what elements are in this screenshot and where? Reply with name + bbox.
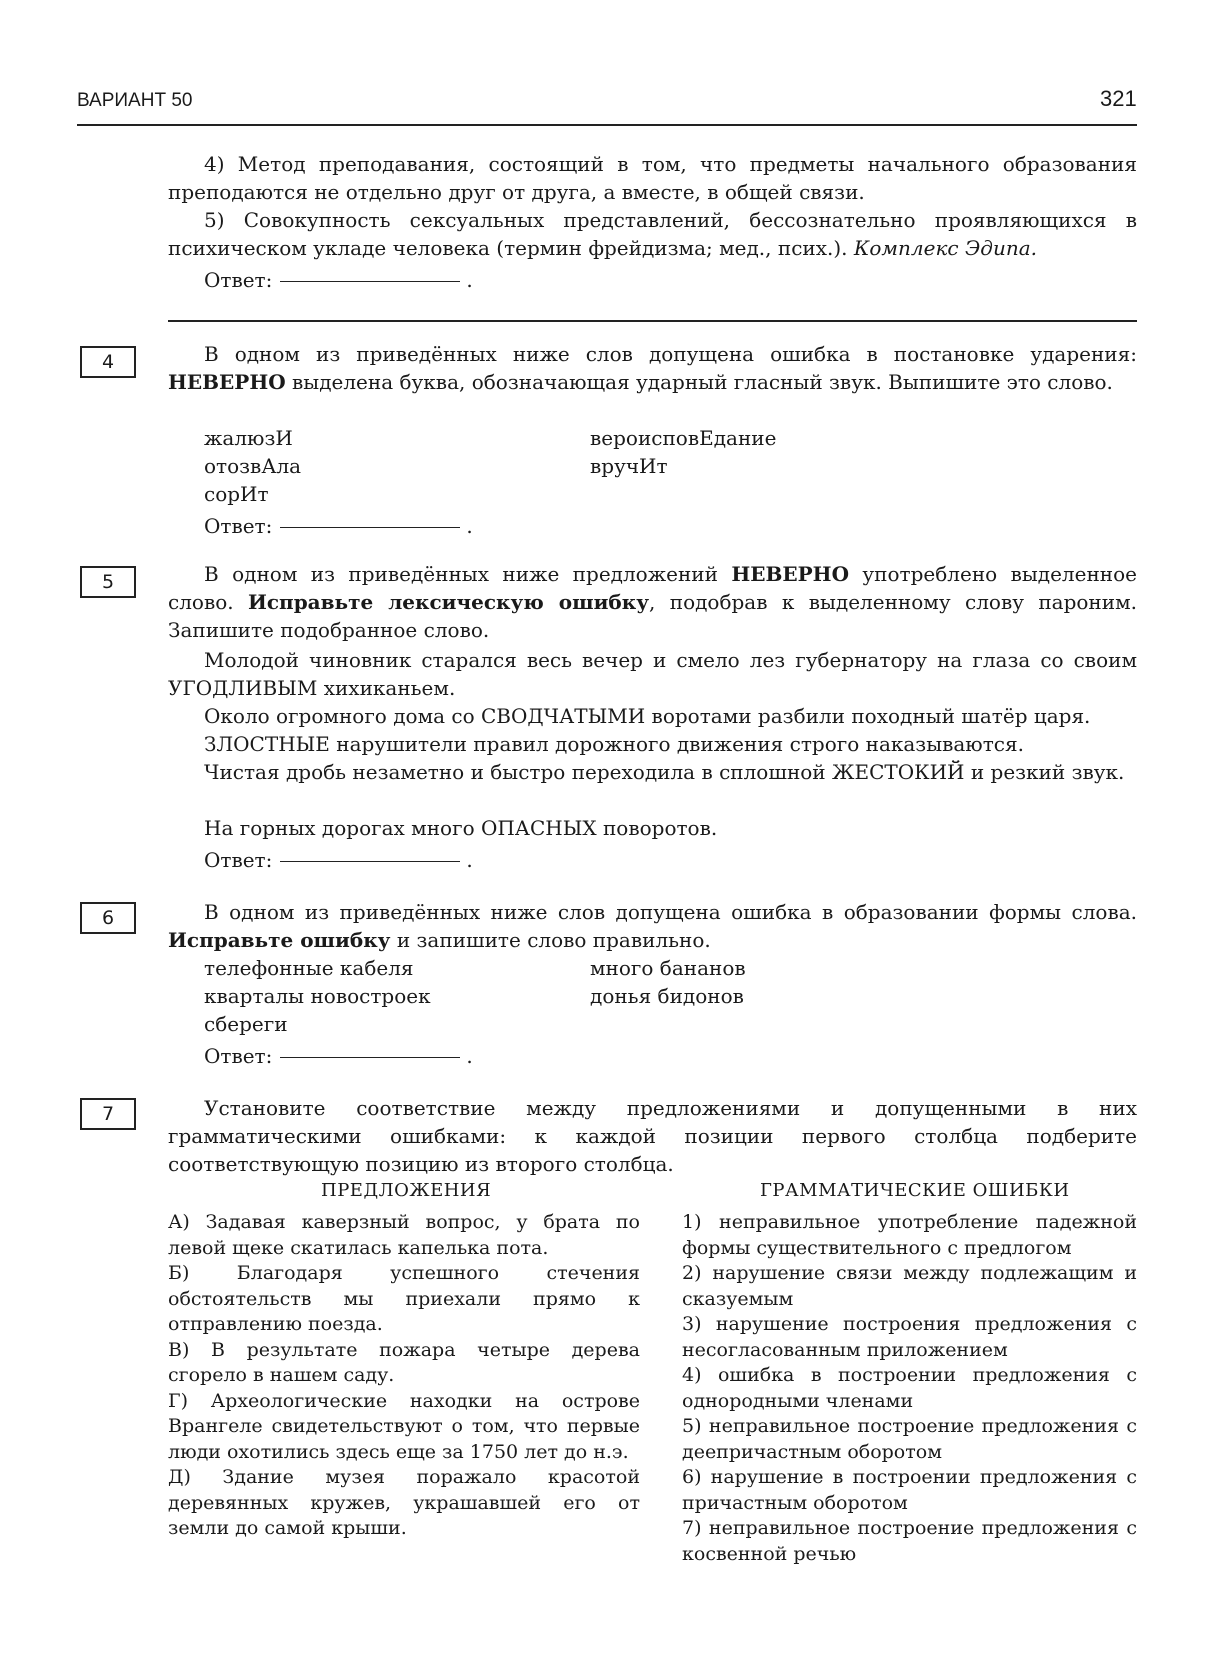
task-number-box: 6 — [80, 902, 136, 934]
answer-line[interactable] — [280, 281, 460, 282]
sentence-item: А) Задавая каверзный вопрос, у брата по левой щеке скатилась капелька пота. — [168, 1211, 640, 1259]
task5-intro: В одном из приведённых ниже предложений НЕВЕРНО употреблено выделенное слово. Исправьте лексическую ошибку, подобрав к выделенному слову пароним. Запишите подобранное слово. — [168, 562, 1138, 642]
task4-word: сорИт — [204, 482, 269, 506]
prev-item-5-term: Комплекс Эдипа. — [853, 236, 1037, 260]
sentence-item: Д) Здание музея поражало красотой деревянных кружев, украшавшей его от земли до самой крыши. — [168, 1466, 640, 1539]
error-item: 3) нарушение построения предложения с несогласованным приложением — [682, 1313, 1137, 1361]
sentence-item: В) В результате пожара четыре дерева сгорело в нашем саду. — [168, 1338, 640, 1386]
task4-word: вручИт — [590, 454, 668, 478]
task6-word: сбереги — [204, 1012, 288, 1036]
answer-task4: Ответ: . — [204, 514, 473, 538]
task-number-box: 4 — [80, 346, 136, 378]
answer-label: Ответ: — [204, 848, 273, 872]
task5-sentence: Чистая дробь незаметно и быстро переходила в сплошной ЖЕСТОКИЙ и резкий звук. — [204, 760, 1125, 784]
running-header-variant: ВАРИАНТ 50 — [77, 90, 193, 111]
task5-sentence: На горных дорогах много ОПАСНЫХ поворотов. — [204, 816, 718, 840]
task4-intro: В одном из приведённых ниже слов допущена ошибка в постановке ударения: НЕВЕРНО выделена буква, обозначающая ударный гласный звук. Выпишите это слово. — [168, 342, 1137, 394]
task6-word: донья бидонов — [590, 984, 744, 1008]
answer-prev: Ответ: . — [204, 268, 473, 292]
answer-task5: Ответ: . — [204, 848, 473, 872]
answer-line[interactable] — [280, 861, 460, 862]
prev-item-4: 4) Метод преподавания, состоящий в том, что предметы начального образования преподаются не отдельно друг от друга, а вместе, в общей связи. — [168, 152, 1137, 204]
answer-label: Ответ: — [204, 514, 273, 538]
page-number: 321 — [1100, 86, 1137, 111]
task6-word: много бананов — [590, 956, 746, 980]
answer-label: Ответ: — [204, 1044, 273, 1068]
task4-word: вероисповЕдание — [590, 426, 777, 450]
task6-word: телефонные кабеля — [204, 956, 414, 980]
errors-column — [682, 1210, 1137, 1567]
error-item: 7) неправильное построение предложения с косвенной речью — [682, 1517, 1137, 1565]
task5-sentence: Молодой чиновник старался весь вечер и смело лез губернатору на глаза со своим УГОДЛИВЫМ хихиканьем. — [168, 648, 1137, 700]
header-rule — [77, 124, 1137, 126]
task7-intro: Установите соответствие между предложениями и допущенными в них грамматическими ошибками: к каждой позиции первого столбца подберите соответствующую позицию из второго столбца. — [168, 1096, 1137, 1176]
task4-word: отозвАла — [204, 454, 302, 478]
task-number-box: 5 — [80, 566, 136, 598]
error-item: 5) неправильное построение предложения с деепричастным оборотом — [682, 1415, 1137, 1463]
error-item: 2) нарушение связи между подлежащим и сказуемым — [682, 1262, 1137, 1310]
section-rule — [168, 320, 1137, 322]
answer-task6: Ответ: . — [204, 1044, 473, 1068]
prev-item-5: 5) Совокупность сексуальных представлений, бессознательно проявляющихся в психическом укладе человека (термин фрейдизма; мед., псих.). Комплекс Эдипа. — [168, 208, 1137, 260]
task5-sentence: Около огромного дома со СВОДЧАТЫМИ воротами разбили походный шатёр царя. — [204, 704, 1091, 728]
answer-line[interactable] — [280, 1057, 460, 1058]
right-column-header: ГРАММАТИЧЕСКИЕ ОШИБКИ — [760, 1180, 1070, 1201]
sentence-item: Б) Благодаря успешного стечения обстоятельств мы приехали прямо к отправлению поезда. — [168, 1262, 640, 1335]
error-item: 1) неправильное употребление падежной формы существительного с предлогом — [682, 1211, 1137, 1259]
left-column-header: ПРЕДЛОЖЕНИЯ — [321, 1180, 492, 1201]
task5-sentence: ЗЛОСТНЫЕ нарушители правил дорожного движения строго наказываются. — [204, 732, 1024, 756]
error-item: 4) ошибка в построении предложения с однородными членами — [682, 1364, 1137, 1412]
task-number-box: 7 — [80, 1098, 136, 1130]
task6-word: кварталы новостроек — [204, 984, 431, 1008]
sentences-column — [168, 1210, 640, 1542]
answer-label: Ответ: — [204, 268, 273, 292]
task6-intro: В одном из приведённых ниже слов допущена ошибка в образовании формы слова. Исправьте ошибку и запишите слово правильно. — [168, 900, 1137, 952]
error-item: 6) нарушение в построении предложения с причастным оборотом — [682, 1466, 1137, 1514]
sentence-item: Г) Археологические находки на острове Врангеле свидетельствуют о том, что первые люди охотились здесь еще за 1750 лет до н.э. — [168, 1389, 640, 1463]
task4-word: жалюзИ — [204, 426, 293, 450]
answer-line[interactable] — [280, 527, 460, 528]
